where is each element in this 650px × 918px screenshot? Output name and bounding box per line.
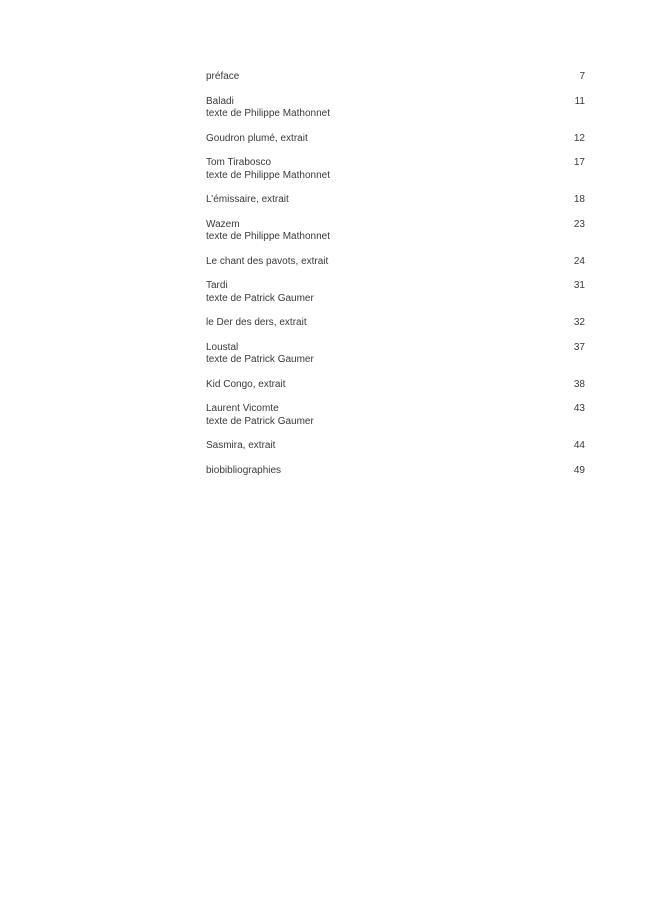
toc-entry-page-number: 24	[573, 255, 585, 267]
toc-entry-subtitle: texte de Philippe Mathonnet	[206, 108, 330, 119]
toc-entry-subtitle: texte de Patrick Gaumer	[206, 415, 314, 427]
toc-entry	[206, 219, 585, 244]
toc-entry-title: Kid Congo, extrait	[206, 378, 286, 390]
toc-entry-page-number: 49	[573, 464, 585, 476]
toc-entry	[206, 342, 585, 367]
toc-entry	[206, 96, 585, 121]
toc-entry-page-number: 32	[573, 317, 585, 328]
toc-entry-title: préface	[206, 71, 240, 82]
toc-entry-page-number: 11	[574, 95, 585, 107]
toc-entry-subtitle: texte de Philippe Mathonnet	[206, 169, 330, 181]
toc-entry-page-number: 44	[573, 440, 585, 451]
toc-entry	[206, 403, 585, 428]
toc-entry-title: Tom Tirabosco	[206, 157, 272, 168]
toc-entry	[206, 440, 585, 453]
toc-entry-page-number: 31	[573, 280, 585, 291]
toc-entry-page-number: 12	[573, 132, 585, 144]
toc-entry	[206, 379, 585, 392]
toc-entry-title: Tardi	[206, 280, 228, 291]
toc-entry-page-number: 18	[573, 194, 585, 205]
toc-entry-title: le Der des ders, extrait	[206, 317, 307, 328]
toc-entry-page-number: 7	[579, 71, 585, 82]
toc-entry-title: Sasmira, extrait	[206, 440, 276, 451]
toc-entry	[206, 194, 585, 207]
toc-entry-title: Le chant des pavots, extrait	[206, 255, 329, 267]
toc-entry-title: Goudron plumé, extrait	[206, 132, 308, 144]
toc-entry-page-number: 23	[573, 218, 585, 230]
toc-entry	[206, 256, 585, 269]
toc-entry-title: Wazem	[206, 218, 240, 230]
toc-entry-page-number: 17	[573, 157, 585, 168]
toc-entry-title: Laurent Vicomte	[206, 403, 279, 414]
toc-entry-title: Loustal	[206, 341, 239, 353]
toc-entry-title: Baladi	[206, 95, 234, 107]
toc-entry-subtitle: texte de Patrick Gaumer	[206, 354, 314, 365]
toc-entry-page-number: 38	[573, 378, 585, 390]
toc-entry-title: biobibliographies	[206, 464, 282, 476]
toc-entry-page-number: 43	[573, 403, 585, 414]
toc-entry-subtitle: texte de Philippe Mathonnet	[206, 231, 330, 242]
toc-entry	[206, 157, 585, 182]
toc-entry-subtitle: texte de Patrick Gaumer	[206, 292, 314, 304]
toc-entry	[206, 317, 585, 330]
toc-entry-title: L’émissaire, extrait	[206, 194, 289, 205]
table-of-contents	[206, 71, 585, 489]
toc-entry	[206, 465, 585, 478]
toc-entry	[206, 133, 585, 146]
toc-entry	[206, 280, 585, 305]
toc-entry	[206, 71, 585, 84]
toc-entry-page-number: 37	[573, 341, 585, 353]
